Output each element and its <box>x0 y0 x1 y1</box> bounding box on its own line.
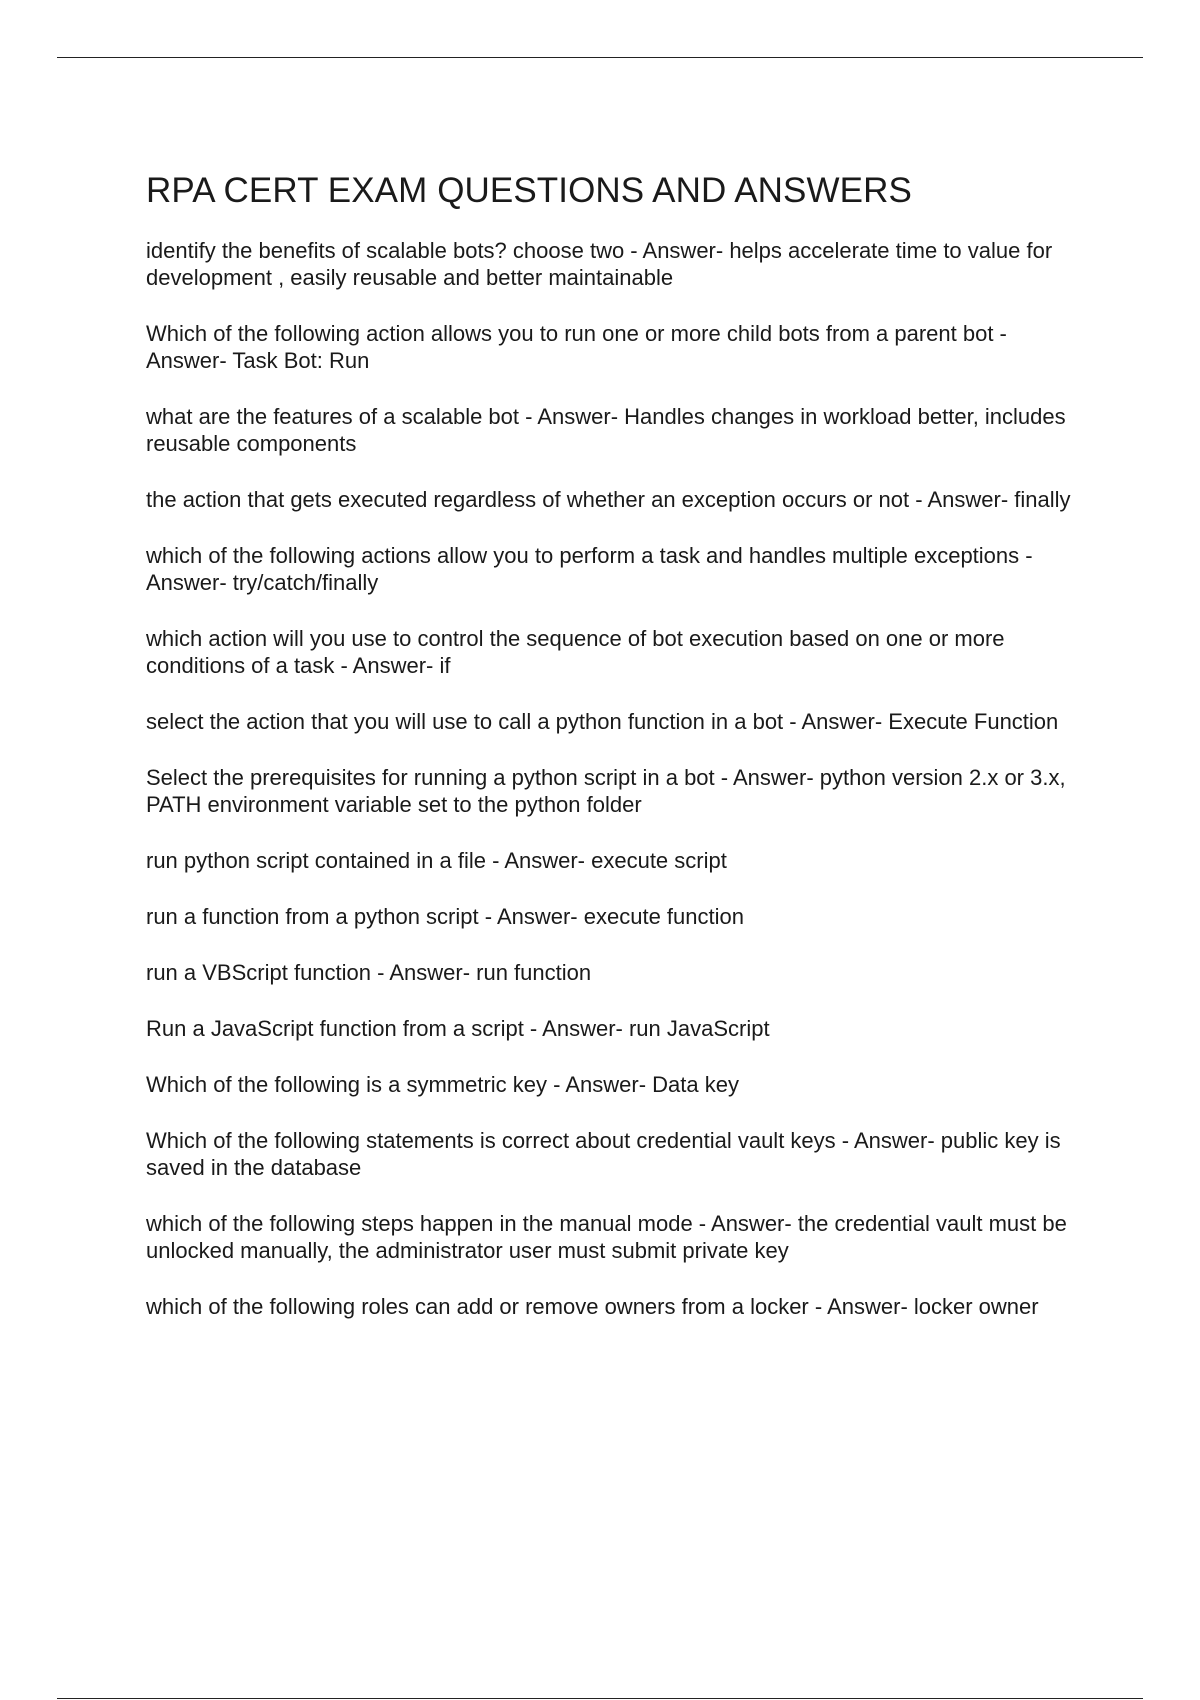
header-rule <box>57 57 1143 58</box>
qa-item: Which of the following statements is correct about credential vault keys - Answer- public key is saved in the database <box>146 1128 1061 1180</box>
footer-rule <box>57 1698 1143 1699</box>
qa-item: Which of the following action allows you to run one or more child bots from a parent bot - Answer- Task Bot: Run <box>146 321 1007 373</box>
qa-item: run a function from a python script - Answer- execute function <box>146 904 744 929</box>
qa-item: which of the following roles can add or remove owners from a locker - Answer- locker owner <box>146 1294 1039 1319</box>
qa-item: run python script contained in a file - Answer- execute script <box>146 848 727 873</box>
page-content <box>146 170 1086 1349</box>
qa-list <box>146 237 1086 1320</box>
page-title: RPA CERT EXAM QUESTIONS AND ANSWERS <box>146 171 912 210</box>
qa-item: which action will you use to control the sequence of bot execution based on one or more conditions of a task - Answer- if <box>146 626 1005 678</box>
qa-item: what are the features of a scalable bot - Answer- Handles changes in workload better, includes reusable components <box>146 404 1066 456</box>
qa-item: select the action that you will use to call a python function in a bot - Answer- Execute Function <box>146 709 1059 734</box>
qa-item: which of the following steps happen in the manual mode - Answer- the credential vault must be unlocked manually, the administrator user must submit private key <box>146 1211 1067 1263</box>
qa-item: Select the prerequisites for running a python script in a bot - Answer- python version 2.x or 3.x, PATH environment variable set to the python folder <box>146 765 1066 817</box>
qa-item: the action that gets executed regardless of whether an exception occurs or not - Answer- finally <box>146 487 1071 512</box>
qa-item: Which of the following is a symmetric key - Answer- Data key <box>146 1072 739 1097</box>
qa-item: Run a JavaScript function from a script - Answer- run JavaScript <box>146 1016 770 1041</box>
qa-item: which of the following actions allow you to perform a task and handles multiple exceptions - Answer- try/catch/finally <box>146 543 1033 595</box>
qa-item: run a VBScript function - Answer- run function <box>146 960 592 985</box>
qa-item: identify the benefits of scalable bots? choose two - Answer- helps accelerate time to value for development , easily reusable and better maintainable <box>146 238 1053 290</box>
